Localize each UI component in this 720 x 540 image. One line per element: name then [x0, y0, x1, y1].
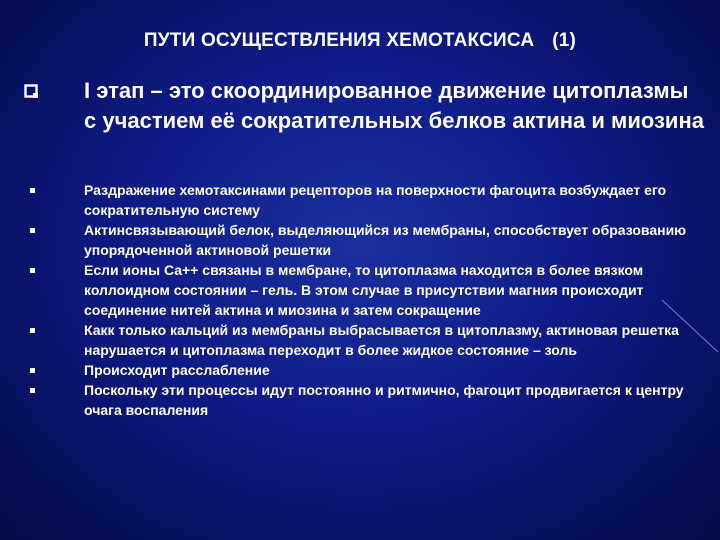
- list-item: [22, 320, 702, 360]
- slide-title: [0, 30, 720, 52]
- bullet-text: Если ионы Са++ связаны в мембране, то цитоплазма находится в более вязком коллоидном состоянии – гель. В этом случае в присутствии магния происходит соединение нитей актина и миозина и затем сокращение: [84, 262, 644, 318]
- list-item: [22, 360, 702, 380]
- square-bullet-icon: [30, 388, 35, 393]
- list-item: [22, 180, 702, 220]
- slide-title-text: ПУТИ ОСУЩЕСТВЛЕНИЯ ХЕМОТАКСИСА: [143, 30, 535, 51]
- square-bullet-icon: [30, 328, 35, 333]
- square-bullet-icon: [30, 228, 35, 233]
- slide-title-number: (1): [552, 30, 577, 51]
- bullet-text: Актинсвязывающий белок, выделяющийся из мембраны, способствует образованию упорядоченной актиновой решетки: [84, 222, 687, 258]
- square-bullet-icon: [30, 368, 35, 373]
- square-bullet-icon: [30, 188, 35, 193]
- bullet-text: Поскольку эти процессы идут постоянно и ритмично, фагоцит продвигается к центру очага воспаления: [84, 382, 684, 418]
- list-item: [22, 260, 702, 320]
- main-point: [22, 76, 712, 136]
- square-bullet-icon: [30, 268, 35, 273]
- bullet-text: Какк только кальций из мембраны выбрасывается в цитоплазму, актиновая решетка нарушается и цитоплазма переходит в более жидкое состояние – золь: [84, 322, 679, 358]
- bullet-text: Раздражение хемотаксинами рецепторов на поверхности фагоцита возбуждает его сократительную систему: [84, 182, 667, 218]
- list-item: [22, 220, 702, 260]
- main-point-text: I этап – это скоординированное движение цитоплазмы с участием её сократительных белков актина и миозина: [84, 78, 704, 133]
- hollow-square-bullet-icon: [24, 84, 38, 98]
- bullet-text: Происходит расслабление: [84, 362, 270, 378]
- bullet-list: [22, 180, 702, 420]
- list-item: [22, 380, 702, 420]
